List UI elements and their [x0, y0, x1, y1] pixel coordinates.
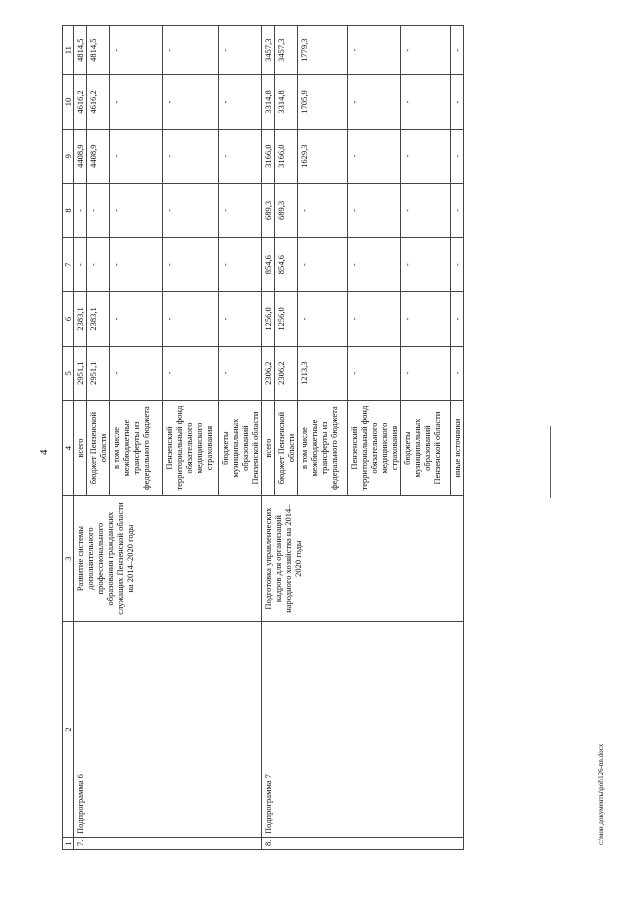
col-header: 11 — [63, 26, 74, 75]
value-cell: - — [348, 292, 401, 346]
value-cell: 854,6 — [262, 238, 275, 292]
value-cell: - — [163, 26, 219, 75]
value-cell: - — [451, 75, 464, 129]
value-cell: 2306,2 — [275, 346, 298, 400]
value-cell: - — [451, 238, 464, 292]
funding-source: бюджеты муниципальных образований Пензенской области — [401, 400, 451, 495]
col-header: 3 — [63, 496, 74, 622]
value-cell: - — [219, 26, 262, 75]
value-cell: - — [401, 183, 451, 237]
value-cell: - — [219, 292, 262, 346]
value-cell: - — [163, 183, 219, 237]
value-cell: - — [74, 238, 87, 292]
value-cell: - — [401, 238, 451, 292]
value-cell: 1629,3 — [298, 129, 348, 183]
table-row — [262, 26, 275, 850]
value-cell: 689,3 — [275, 183, 298, 237]
value-cell: - — [298, 238, 348, 292]
col-header: 2 — [63, 621, 74, 837]
table-row — [74, 26, 87, 850]
value-cell: - — [401, 346, 451, 400]
value-cell: 4814,5 — [74, 26, 87, 75]
footer-path: c:\мои документы\pol\126-nn.docx — [597, 743, 605, 845]
value-cell: - — [219, 238, 262, 292]
funding-source: бюджет Пензенской области — [87, 400, 110, 495]
value-cell: - — [110, 292, 163, 346]
value-cell: 3166,0 — [262, 129, 275, 183]
value-cell: - — [219, 75, 262, 129]
value-cell: - — [451, 129, 464, 183]
funding-source: в том числе межбюджетные трансферты из федерального бюджета — [110, 400, 163, 495]
value-cell: - — [219, 129, 262, 183]
budget-table — [62, 25, 464, 850]
col-header: 4 — [63, 400, 74, 495]
funding-source: бюджет Пензенской области — [275, 400, 298, 495]
program-title: Развитие системы дополнительного профессионального образования гражданских служащих Пензенской области на 2014–2020 годы — [74, 496, 262, 622]
value-cell: - — [451, 26, 464, 75]
value-cell: - — [401, 26, 451, 75]
value-cell: 1213,3 — [298, 346, 348, 400]
value-cell: - — [298, 292, 348, 346]
value-cell: 1705,9 — [298, 75, 348, 129]
value-cell: 4616,2 — [74, 75, 87, 129]
program-name: Подпрограмма 7 — [262, 621, 464, 837]
value-cell: - — [451, 183, 464, 237]
value-cell: - — [163, 129, 219, 183]
value-cell: 1779,3 — [298, 26, 348, 75]
col-header: 5 — [63, 346, 74, 400]
separator-line — [550, 426, 551, 498]
program-number: 7. — [74, 837, 262, 849]
value-cell: - — [163, 346, 219, 400]
value-cell: 2951,1 — [87, 346, 110, 400]
value-cell: - — [401, 292, 451, 346]
page-number: 4 — [38, 449, 50, 455]
program-number: 8. — [262, 837, 464, 849]
funding-source: иные источники — [451, 400, 464, 495]
value-cell: - — [401, 129, 451, 183]
value-cell: 4408,9 — [74, 129, 87, 183]
value-cell: - — [110, 183, 163, 237]
col-header: 6 — [63, 292, 74, 346]
value-cell: - — [87, 183, 110, 237]
funding-source: всего — [74, 400, 87, 495]
funding-source: Пензенский территориальный фонд обязательного медицинского страхования — [163, 400, 219, 495]
value-cell: - — [87, 238, 110, 292]
value-cell: 2383,1 — [87, 292, 110, 346]
funding-source: всего — [262, 400, 275, 495]
value-cell: 2951,1 — [74, 346, 87, 400]
value-cell: 4408,9 — [87, 129, 110, 183]
program-name: Подпрограмма 6 — [74, 621, 262, 837]
value-cell: - — [348, 183, 401, 237]
value-cell: 3166,0 — [275, 129, 298, 183]
rotated-table-container — [62, 25, 517, 850]
table-body — [74, 26, 464, 850]
value-cell: - — [163, 75, 219, 129]
col-header: 7 — [63, 238, 74, 292]
value-cell: 1256,0 — [262, 292, 275, 346]
value-cell: - — [348, 26, 401, 75]
funding-source: Пензенский территориальный фонд обязательного медицинского страхования — [348, 400, 401, 495]
value-cell: - — [74, 183, 87, 237]
value-cell: - — [348, 75, 401, 129]
value-cell: - — [451, 292, 464, 346]
funding-source: бюджеты муниципальных образований Пензенской области — [219, 400, 262, 495]
value-cell: 2306,2 — [262, 346, 275, 400]
column-number-row — [63, 26, 74, 850]
value-cell: 4814,5 — [87, 26, 110, 75]
value-cell: 3314,8 — [275, 75, 298, 129]
value-cell: - — [219, 183, 262, 237]
value-cell: - — [110, 346, 163, 400]
value-cell: - — [110, 26, 163, 75]
value-cell: - — [110, 129, 163, 183]
value-cell: - — [298, 183, 348, 237]
funding-source: в том числе межбюджетные трансферты из федерального бюджета — [298, 400, 348, 495]
value-cell: - — [451, 346, 464, 400]
value-cell: 3457,3 — [275, 26, 298, 75]
col-header: 10 — [63, 75, 74, 129]
value-cell: - — [163, 238, 219, 292]
value-cell: 4616,2 — [87, 75, 110, 129]
value-cell: - — [348, 346, 401, 400]
value-cell: 2383,1 — [74, 292, 87, 346]
value-cell: - — [401, 75, 451, 129]
value-cell: 689,3 — [262, 183, 275, 237]
program-title: Подготовка управленческих кадров для организаций народного хозяйства на 2014–2020 годы — [262, 496, 464, 622]
value-cell: - — [163, 292, 219, 346]
value-cell: 1256,0 — [275, 292, 298, 346]
value-cell: - — [110, 75, 163, 129]
value-cell: - — [348, 238, 401, 292]
value-cell: 854,6 — [275, 238, 298, 292]
value-cell: 3457,3 — [262, 26, 275, 75]
col-header: 9 — [63, 129, 74, 183]
value-cell: - — [219, 346, 262, 400]
col-header: 1 — [63, 837, 74, 849]
value-cell: 3314,8 — [262, 75, 275, 129]
value-cell: - — [110, 238, 163, 292]
value-cell: - — [348, 129, 401, 183]
col-header: 8 — [63, 183, 74, 237]
